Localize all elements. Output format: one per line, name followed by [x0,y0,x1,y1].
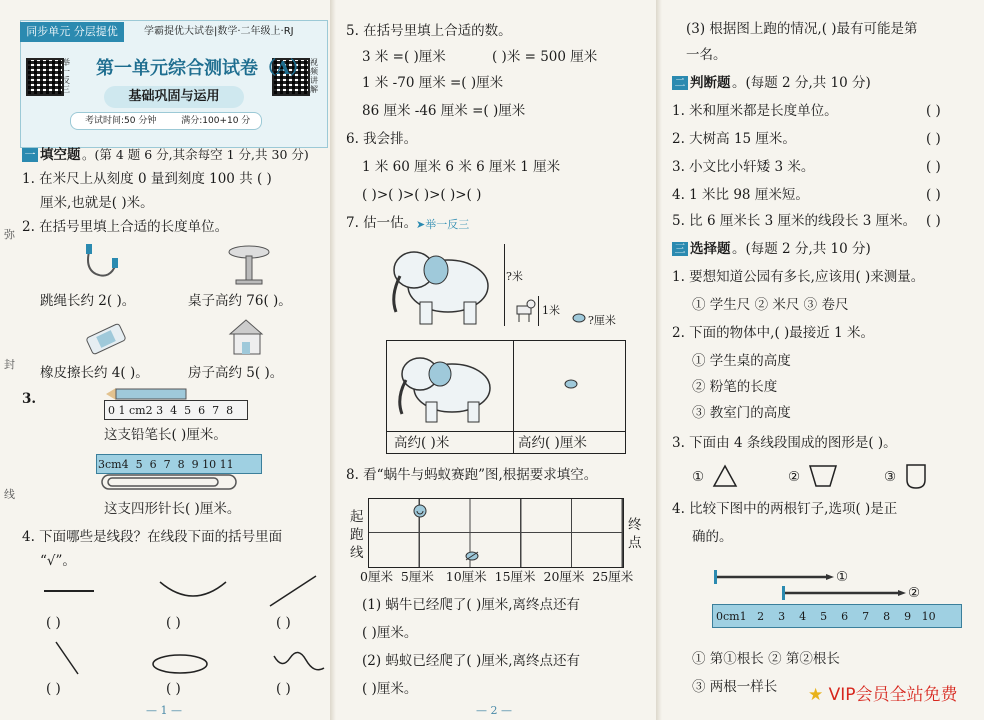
elephant-table-icon [394,344,502,426]
rope-question: 跳绳长约 2( )。 [40,293,136,309]
section-2-note: 。(每题 2 分,共 10 分) [732,75,871,91]
qr-left-label: 举一反三 [62,58,70,94]
judge-3-answer[interactable]: ( ) [926,159,941,175]
page-2 [336,0,656,720]
side-label-2: 封 [4,358,15,371]
nail-2-label: ② [908,585,921,601]
section-3-title: 选择题 [690,241,731,257]
nail-1-icon [714,570,834,584]
full-score: 满分:100+10 分 [181,116,251,126]
goat-height-label: 1米 [542,304,560,317]
judge-2: 2. 大树高 15 厘米。 [672,131,796,147]
finish-label-2: 点 [628,535,642,551]
choice-3-option-3[interactable]: ③ [884,469,897,485]
q5-d: 86 厘米 -46 厘米 =( )厘米 [362,103,526,119]
start-line-label-3: 线 [350,545,364,561]
ellipse-figure-5 [150,652,210,676]
judge-5-answer[interactable]: ( ) [926,213,941,229]
choice-2: 2. 下面的物体中,( )最接近 1 米。 [672,325,874,341]
answer-paren-5[interactable]: ( ) [166,681,181,697]
house-question: 房子高约 5( )。 [188,365,284,381]
pencil-question: 这支铅笔长( )厘米。 [104,427,227,443]
q3-number: 3. [22,391,37,407]
q8-text: 8. 看“蜗牛与蚂蚁赛跑”图,根据要求填空。 [346,467,598,483]
q7-text: 7. 估一估。 [346,215,418,231]
test-info [70,112,262,130]
goat-icon [514,298,536,324]
answer-paren-6[interactable]: ( ) [276,681,291,697]
nail-2-icon [782,586,906,600]
q5-b: ( )米 = 500 厘米 [492,49,598,65]
estimate-cell-2[interactable]: 高约( )厘米 [518,435,587,451]
judge-1: 1. 米和厘米都是长度单位。 [672,103,838,119]
judge-5: 5. 比 6 厘米长 3 厘米的线段长 3 厘米。 [672,213,917,229]
height-marker-goat [538,296,539,326]
pencil-icon [106,388,196,400]
q8-3-line2: 一名。 [686,47,727,63]
q6-order: ( )>( )>( )>( )>( ) [362,187,482,203]
arc-figure-2 [158,580,228,600]
table-divider [513,341,514,453]
ruler-3-ticks: 0cm1 2 3 4 5 6 7 8 9 10 [716,610,936,623]
side-label-1: 弥 [4,228,15,241]
segment-figure-1 [44,590,94,592]
ray-figure-3 [268,574,318,608]
table-question: 桌子高约 76( )。 [188,293,292,309]
q4-line2: “√”。 [40,553,76,569]
q8-2-line1: (2) 蚂蚁已经爬了( )厘米,离终点还有 [362,653,581,669]
start-line-label-2: 跑 [350,527,364,543]
eraser-question: 橡皮擦长约 4( )。 [40,365,149,381]
section-2-title: 判断题 [690,75,731,91]
choice-4-options-a[interactable]: ① 第①根长 ② 第②根长 [692,651,840,667]
exam-time: 考试时间:50 分钟 [85,116,157,126]
test-subtitle: 基础巩固与运用 [104,86,244,108]
choice-2-option-1[interactable]: ① 学生桌的高度 [692,353,791,369]
choice-4-line1: 4. 比较下图中的两根钉子,选项( )是正 [672,501,898,517]
section-2-number: 二 [672,76,688,90]
choice-2-option-3[interactable]: ③ 教室门的高度 [692,405,791,421]
q8-3-line1: (3) 根据图上跑的情况,( )最有可能是第 [686,21,918,37]
page-3 [662,0,984,720]
q2-text: 2. 在括号里填上合适的长度单位。 [22,219,229,235]
race-grid [368,498,624,568]
snail-icon [412,504,428,518]
house-icon [226,316,272,358]
elephant-icon [386,236,502,328]
ruler-2-ticks: 3cm4 5 6 7 8 9 10 11 [98,458,234,471]
answer-paren-3[interactable]: ( ) [276,615,291,631]
page-number-1: — 1 — [146,704,182,717]
choice-2-option-2[interactable]: ② 粉笔的长度 [692,379,778,395]
q7-tag[interactable]: ➤举一反三 [416,218,470,231]
trapezoid-shape-icon [808,464,838,488]
section-1-title: 填空题 [40,147,81,163]
q8-1-line1: (1) 蜗牛已经爬了( )厘米,离终点还有 [362,597,581,613]
answer-paren-2[interactable]: ( ) [166,615,181,631]
judge-4: 4. 1 米比 98 厘米短。 [672,187,809,203]
section-1-number: 一 [22,148,38,162]
q8-2-line2: ( )厘米。 [362,681,418,697]
q1-line1: 1. 在米尺上从刻度 0 量到刻度 100 共 ( ) [22,171,272,187]
bug-table-icon [564,378,578,390]
choice-4-options-b[interactable]: ③ 两根一样长 [692,679,778,695]
vip-watermark: ★ VIP会员全站免费 [808,685,958,705]
table-icon [226,244,272,288]
estimate-cell-1[interactable]: 高约( )米 [394,435,450,451]
elephant-height-label: ?米 [506,270,523,283]
brand-line: 学霸提优大试卷|数学·二年级上·RJ [144,26,294,37]
page-1 [0,0,330,720]
choice-1-options[interactable]: ① 学生尺 ② 米尺 ③ 卷尺 [692,297,849,313]
curved-shape-icon [904,462,928,490]
answer-paren-4[interactable]: ( ) [46,681,61,697]
q6-items: 1 米 60 厘米 6 米 6 厘米 1 厘米 [362,159,561,175]
choice-3-option-2[interactable]: ② [788,469,801,485]
ant-icon [464,548,480,562]
judge-2-answer[interactable]: ( ) [926,131,941,147]
jump-rope-icon [82,244,122,286]
q5-a: 3 米 =( )厘米 [362,49,446,65]
finish-label-1: 终 [628,517,642,533]
height-marker-elephant [504,244,505,326]
segment-figure-4 [52,640,82,676]
triangle-shape-icon [712,464,738,488]
eraser-icon [84,320,128,358]
page-number-2: — 2 — [476,704,512,717]
star-icon: ★ [808,685,824,705]
race-axis-ticks: 0厘米 5厘米 10厘米 15厘米 20厘米 25厘米 [360,569,634,584]
section-3-note: 。(每题 2 分,共 10 分) [732,241,871,257]
ruler-1-ticks: 0 1 cm2 3 4 5 6 7 8 [108,404,234,417]
series-tag: 同步单元 分层提优 [20,22,124,42]
qr-code-left-icon[interactable] [26,58,64,96]
q8-1-line2: ( )厘米。 [362,625,418,641]
section-3-number: 三 [672,242,688,256]
curve-figure-6 [272,650,326,674]
choice-3: 3. 下面由 4 条线段围成的图形是( )。 [672,435,897,451]
choice-1: 1. 要想知道公园有多长,应该用( )来测量。 [672,269,925,285]
q1-line2: 厘米,也就是( )米。 [40,195,154,211]
section-1-note: 。(第 4 题 6 分,其余每空 1 分,共 30 分) [82,147,309,162]
start-line-label-1: 起 [350,509,364,525]
paperclip-icon [100,472,240,492]
choice-4-line2: 确的。 [692,529,733,545]
q5-c: 1 米 -70 厘米 =( )厘米 [362,75,504,91]
judge-3: 3. 小文比小轩矮 3 米。 [672,159,815,175]
nail-1-label: ① [836,569,849,585]
side-label-3: 线 [4,488,15,501]
judge-1-answer[interactable]: ( ) [926,103,941,119]
answer-paren-1[interactable]: ( ) [46,615,61,631]
judge-4-answer[interactable]: ( ) [926,187,941,203]
choice-3-option-1[interactable]: ① [692,469,705,485]
test-title: 第一单元综合测试卷（A） [96,58,308,79]
rect-question: 这支四形针长( )厘米。 [104,501,241,517]
q5-text: 5. 在括号里填上合适的数。 [346,23,512,39]
bug-icon [572,312,586,324]
q4-line1: 4. 下面哪些是线段？在线段下面的括号里面 [22,529,283,545]
bug-height-label: ?厘米 [588,314,616,327]
qr-right-label: 视频讲解 [310,58,318,94]
table-row-line [387,431,625,432]
q6-text: 6. 我会排。 [346,131,418,147]
